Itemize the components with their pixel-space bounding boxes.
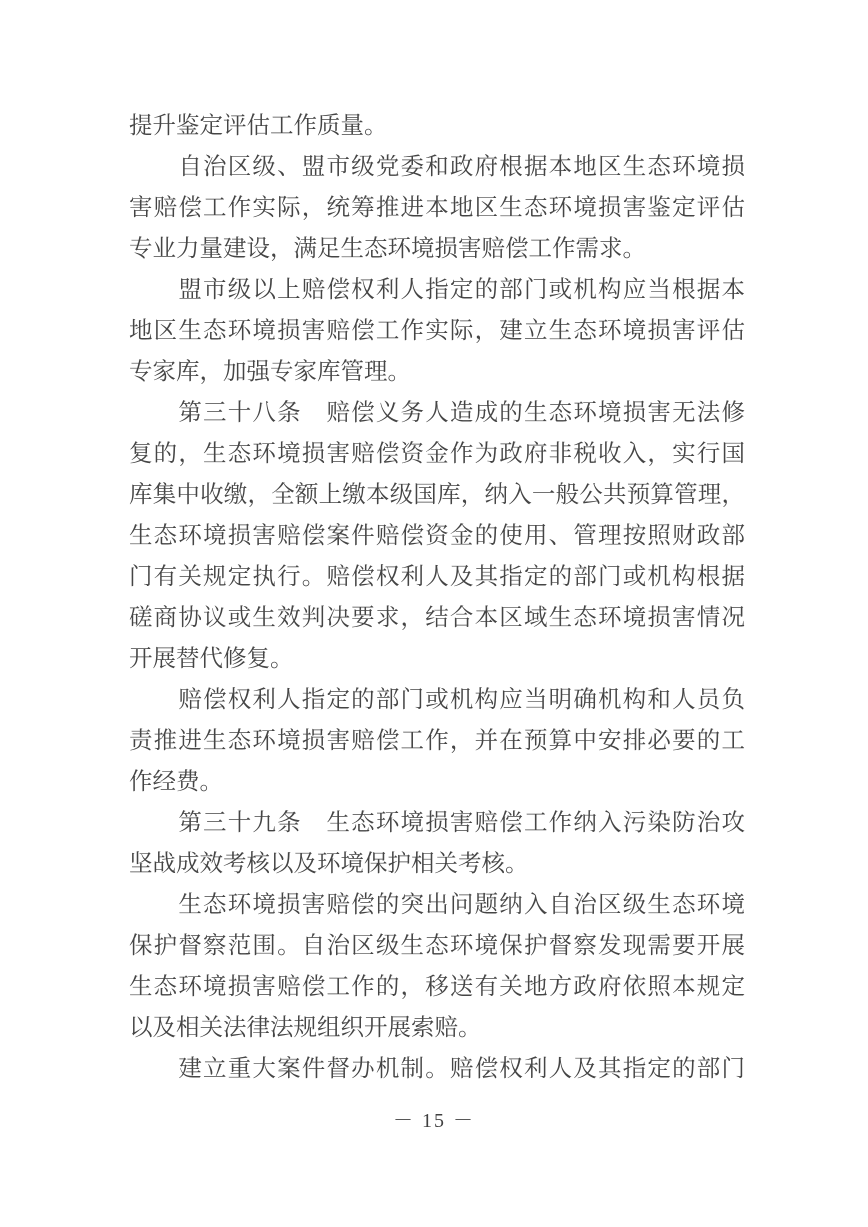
text-line: 专家库，加强专家库管理。 xyxy=(129,359,411,385)
text-line: 门有关规定执行。赔偿权利人及其指定的部门或机构根据 xyxy=(129,564,745,590)
text-line: 建立重大案件督办机制。赔偿权利人及其指定的部门 xyxy=(129,1056,745,1082)
text-line: 保护督察范围。自治区级生态环境保护督察发现需要开展 xyxy=(129,933,745,959)
text-line: 专业力量建设，满足生态环境损害赔偿工作需求。 xyxy=(129,236,646,262)
text-line: 以及相关法律法规组织开展索赔。 xyxy=(129,1015,482,1041)
text-line: 复的，生态环境损害赔偿资金作为政府非税收入，实行国 xyxy=(129,441,745,467)
text-line: 作经费。 xyxy=(129,769,223,795)
text-line: 提升鉴定评估工作质量。 xyxy=(129,113,388,139)
text-line: 开展替代修复。 xyxy=(129,646,294,672)
text-line: 生态环境损害赔偿工作的，移送有关地方政府依照本规定 xyxy=(129,974,745,1000)
text-line: 盟市级以上赔偿权利人指定的部门或机构应当根据本 xyxy=(129,277,745,303)
text-line: 赔偿权利人指定的部门或机构应当明确机构和人员负 xyxy=(129,687,745,713)
text-line: 第三十八条 赔偿义务人造成的生态环境损害无法修 xyxy=(129,400,745,426)
text-line: 害赔偿工作实际，统筹推进本地区生态环境损害鉴定评估 xyxy=(129,195,745,221)
text-line: 自治区级、盟市级党委和政府根据本地区生态环境损 xyxy=(129,154,745,180)
text-line: 责推进生态环境损害赔偿工作，并在预算中安排必要的工 xyxy=(129,728,745,754)
page-number: － 15 － xyxy=(393,1110,475,1132)
text-line: 坚战成效考核以及环境保护相关考核。 xyxy=(129,851,529,877)
body-text xyxy=(129,106,745,1090)
text-line: 生态环境损害赔偿案件赔偿资金的使用、管理按照财政部 xyxy=(129,523,745,549)
text-line: 磋商协议或生效判决要求，结合本区域生态环境损害情况 xyxy=(129,605,745,631)
text-line: 库集中收缴，全额上缴本级国库，纳入一般公共预算管理， xyxy=(129,482,745,508)
text-line: 生态环境损害赔偿的突出问题纳入自治区级生态环境 xyxy=(129,892,745,918)
text-line: 第三十九条 生态环境损害赔偿工作纳入污染防治攻 xyxy=(129,810,745,836)
text-line: 地区生态环境损害赔偿工作实际，建立生态环境损害评估 xyxy=(129,318,745,344)
